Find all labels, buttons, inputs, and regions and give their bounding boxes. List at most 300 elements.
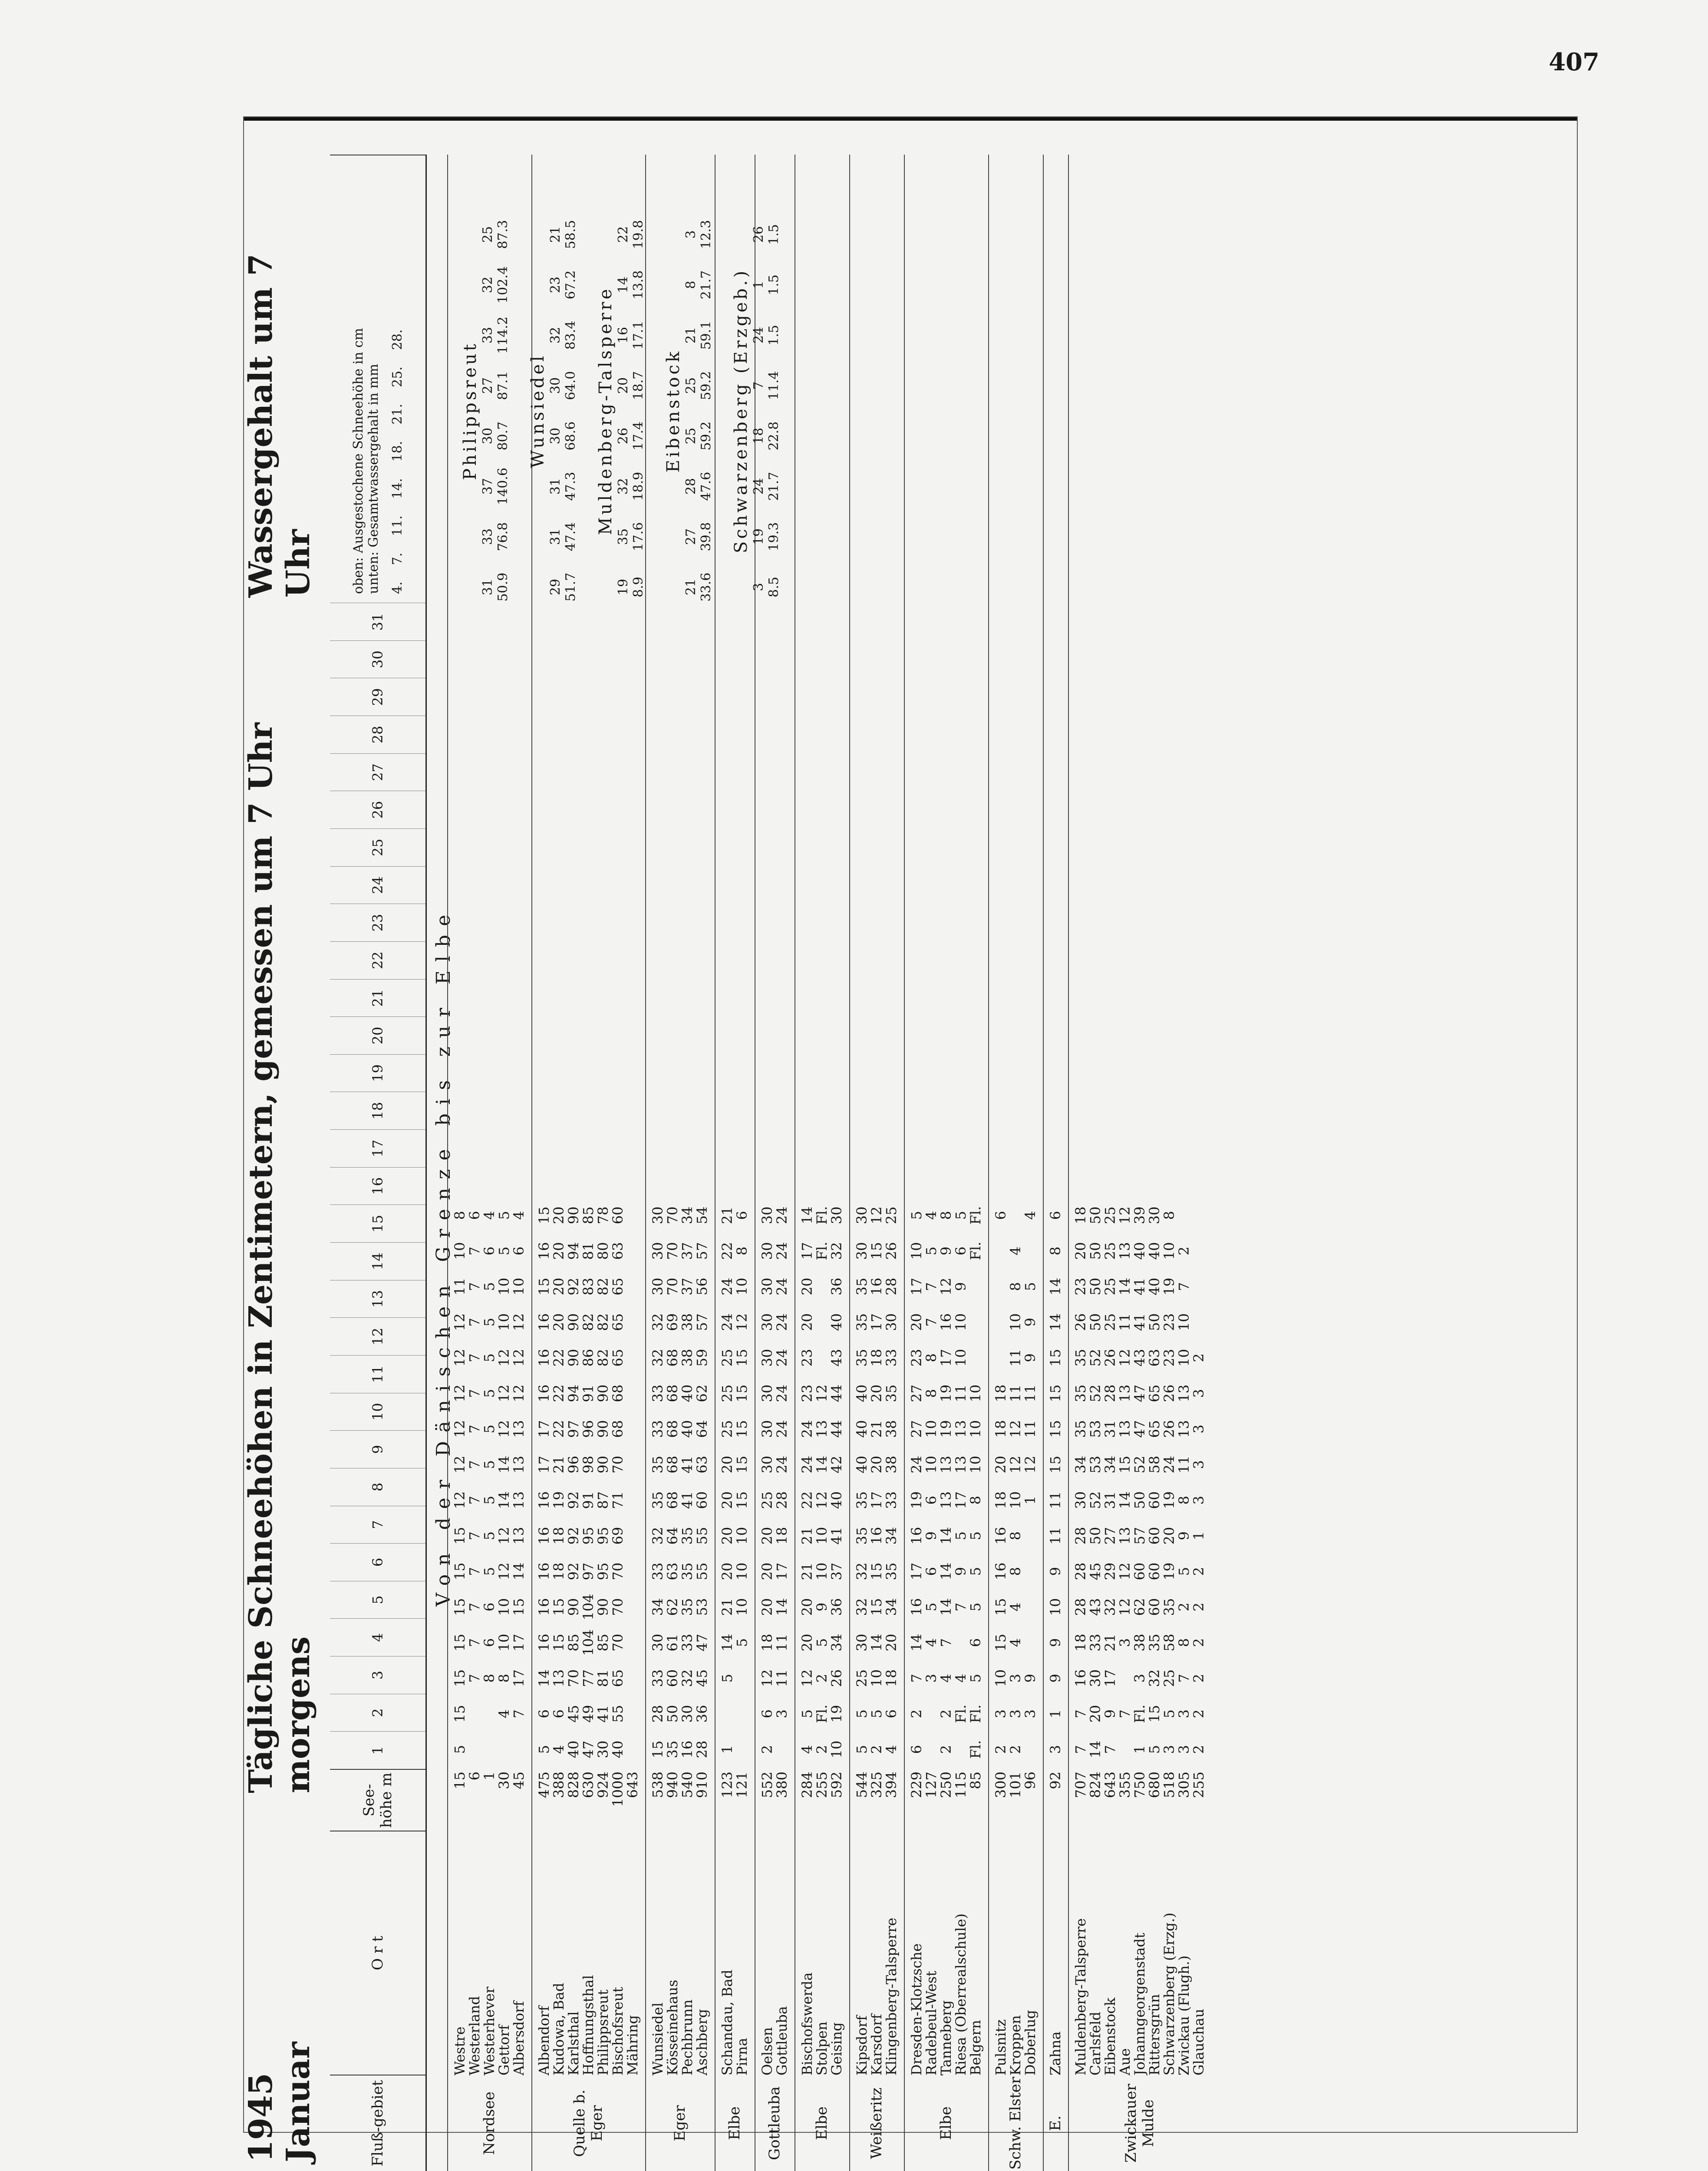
table-row: [854, 1198, 869, 2075]
snow-depth-cell: 8: [496, 1673, 512, 1683]
snow-depth-cell: 59: [694, 1349, 710, 1367]
snow-depth-cell: 21: [799, 1527, 815, 1545]
snow-depth-cell: 34: [679, 1206, 696, 1224]
snow-depth-cell: 5: [799, 1709, 815, 1719]
snow-depth-cell: 7: [923, 1282, 940, 1291]
day-header: 22: [330, 941, 425, 979]
station-name: Doberlug: [1022, 2010, 1039, 2075]
snow-depth-cell: 20: [883, 1633, 900, 1652]
daily-values: [1022, 1198, 1039, 1767]
day-header: 4: [330, 1618, 425, 1656]
header-flussgebiet: Fluß-gebiet: [330, 2075, 425, 2171]
table-row: [720, 1198, 735, 2075]
daily-values: [1102, 1198, 1118, 1767]
snow-depth-cell: 30: [854, 1633, 870, 1652]
table-row: [537, 1198, 551, 2075]
snow-depth-cell: 11: [1022, 1384, 1039, 1402]
snow-depth-cell: 68: [610, 1420, 626, 1438]
snow-depth-cell: 83: [580, 1277, 597, 1296]
snow-depth-cell: 30: [679, 1705, 696, 1723]
snow-depth-cell: 62: [1131, 1598, 1148, 1616]
snow-depth-cell: 21: [868, 1420, 885, 1438]
wasser-cell: 80.7: [495, 421, 511, 451]
wasser-cell: 22: [616, 226, 631, 243]
snow-depth-cell: 20: [551, 1206, 567, 1224]
snow-depth-cell: 35: [679, 1598, 696, 1616]
snow-depth-cell: 2: [1176, 1246, 1192, 1256]
snow-depth-cell: 28: [1072, 1527, 1089, 1545]
snow-depth-cell: 38: [883, 1455, 900, 1474]
snow-depth-cell: 18: [1072, 1633, 1089, 1652]
snow-depth-cell: 36: [828, 1277, 845, 1296]
wasser-cell: 22.8: [766, 421, 781, 451]
wasser-cell: 31: [480, 578, 495, 596]
snow-depth-cell: 85: [595, 1633, 611, 1652]
snow-depth-cell: 10: [814, 1562, 830, 1580]
daily-values: [1131, 1198, 1148, 1767]
snow-depth-cell: 34: [883, 1527, 900, 1545]
snow-depth-cell: 18: [759, 1633, 775, 1652]
snow-depth-cell: 12: [511, 1349, 527, 1367]
snow-depth-cell: 27: [1102, 1527, 1118, 1545]
header-seehoehe: See-höhe m: [330, 1769, 425, 1831]
daily-values: [908, 1198, 925, 1767]
station-elevation: 115: [953, 1772, 969, 1798]
snow-depth-cell: 7: [923, 1317, 940, 1327]
station-elevation: 630: [580, 1772, 597, 1798]
station-name: Oelsen: [759, 2027, 775, 2075]
snow-depth-cell: [967, 1269, 984, 1304]
station-elevation: 15: [452, 1772, 468, 1789]
snow-depth-cell: 60: [664, 1669, 681, 1687]
snow-depth-cell: 1: [719, 1745, 735, 1754]
snow-depth-cell: 47: [580, 1740, 597, 1759]
snow-depth-cell: 3: [992, 1709, 1009, 1719]
wasser-cell: 8.9: [631, 577, 646, 597]
rotated-table-page: [243, 155, 1578, 2171]
snow-depth-cell: 10: [496, 1277, 512, 1296]
snow-depth-cell: 11: [774, 1633, 790, 1652]
snow-depth-cell: 32: [650, 1527, 666, 1545]
snow-depth-cell: 6: [967, 1638, 984, 1647]
snow-depth-cell: 26: [1161, 1384, 1177, 1402]
snow-depth-cell: 16: [868, 1527, 885, 1545]
snow-depth-cell: 104: [580, 1629, 597, 1656]
daily-values: [719, 1198, 735, 1767]
station-name: Zahna: [1047, 2031, 1064, 2075]
snow-depth-cell: 32: [650, 1313, 666, 1331]
table-row: [497, 1198, 511, 2075]
snow-depth-cell: 4: [1022, 1211, 1039, 1220]
snow-depth-cell: 14: [536, 1669, 552, 1687]
wasser-cell: 140.6: [495, 468, 511, 505]
snow-depth-cell: 35: [1072, 1420, 1089, 1438]
station-name: Radebeul-West: [923, 1970, 940, 2075]
snow-depth-cell: 6: [481, 1246, 498, 1256]
snow-depth-cell: 20: [868, 1384, 885, 1402]
snow-depth-cell: 15: [1146, 1705, 1163, 1723]
snow-depth-cell: 6: [923, 1567, 940, 1576]
table-row: [680, 1198, 695, 2075]
station-elevation: 475: [536, 1772, 552, 1798]
snow-depth-cell: 40: [828, 1491, 845, 1509]
wasser-cell: 23: [548, 276, 563, 294]
wasser-cell: 33: [480, 528, 495, 545]
day-header: 19: [330, 1054, 425, 1092]
snow-depth-cell: 40: [679, 1420, 696, 1438]
snow-depth-cell: Fl.: [814, 1206, 830, 1225]
snow-depth-cell: 12: [1007, 1455, 1024, 1474]
snow-depth-cell: 1: [1190, 1531, 1207, 1541]
snow-depth-cell: 16: [536, 1242, 552, 1260]
daily-values: [1072, 1198, 1089, 1767]
snow-depth-cell: 21: [799, 1562, 815, 1580]
river-group-label: Eger: [671, 2105, 689, 2141]
river-group: [849, 155, 903, 2171]
daily-values: [799, 1198, 815, 1767]
snow-depth-cell: 4: [799, 1745, 815, 1754]
table-row: [695, 1198, 709, 2075]
snow-depth-cell: 95: [595, 1562, 611, 1580]
snow-depth-cell: 49: [580, 1705, 597, 1723]
table-row: [1118, 1198, 1132, 2075]
snow-depth-cell: 65: [610, 1669, 626, 1687]
snow-depth-cell: 6: [1047, 1211, 1064, 1220]
snow-depth-cell: 12: [452, 1313, 468, 1331]
station-elevation: 924: [595, 1772, 611, 1798]
snow-depth-cell: 40: [610, 1740, 626, 1759]
snow-depth-cell: [967, 1340, 984, 1376]
snow-depth-cell: 13: [938, 1455, 954, 1474]
snow-depth-cell: 17: [536, 1455, 552, 1474]
snow-depth-cell: 30: [595, 1740, 611, 1759]
snow-depth-cell: 31: [1102, 1420, 1118, 1438]
snow-depth-cell: 40: [854, 1455, 870, 1474]
table-row: [1147, 1198, 1162, 2075]
snow-depth-cell: 30: [759, 1420, 775, 1438]
station-elevation: 92: [1047, 1772, 1064, 1789]
snow-depth-cell: [1190, 1269, 1207, 1304]
snow-depth-cell: 23: [1161, 1349, 1177, 1367]
wasser-cell: 68.6: [563, 421, 578, 451]
snow-depth-cell: 65: [610, 1313, 626, 1331]
snow-depth-cell: 15: [868, 1242, 885, 1260]
snow-depth-cell: 34: [883, 1598, 900, 1616]
daily-values: [664, 1198, 681, 1767]
station-name: Hoffnungsthal: [580, 1975, 597, 2075]
snow-depth-cell: 90: [565, 1313, 582, 1331]
page-number: 407: [1549, 48, 1599, 76]
snow-depth-cell: 18: [992, 1420, 1009, 1438]
snow-depth-cell: 22: [719, 1242, 735, 1260]
snow-depth-cell: 6: [536, 1709, 552, 1719]
snow-depth-cell: 14: [719, 1633, 735, 1652]
snow-depth-cell: 6: [481, 1602, 498, 1612]
snow-depth-cell: 5: [923, 1246, 940, 1256]
snow-depth-cell: 64: [694, 1420, 710, 1438]
wasser-top-row: [548, 214, 563, 608]
snow-depth-cell: 30: [854, 1206, 870, 1224]
snow-depth-cell: 34: [650, 1598, 666, 1616]
snow-depth-cell: 86: [580, 1349, 597, 1367]
snow-depth-cell: 17: [908, 1562, 925, 1580]
snow-depth-cell: 25: [883, 1206, 900, 1224]
table-row: [884, 1198, 899, 2075]
snow-depth-cell: 17: [511, 1633, 527, 1652]
station-elevation: 824: [1087, 1772, 1104, 1798]
station-elevation: 1000: [610, 1772, 626, 1807]
snow-depth-cell: 38: [679, 1313, 696, 1331]
river-group-label: Weißeritz: [868, 2087, 885, 2159]
station-elevation: 388: [551, 1772, 567, 1798]
day-header: 16: [330, 1167, 425, 1205]
snow-depth-cell: 70: [664, 1242, 681, 1260]
snow-depth-cell: 28: [774, 1491, 790, 1509]
snow-depth-cell: 41: [828, 1527, 845, 1545]
snow-depth-cell: 7: [466, 1246, 483, 1256]
wasser-cell: 12.3: [699, 220, 714, 249]
snow-depth-cell: 11: [1047, 1491, 1064, 1509]
station-name: Kroppen: [1007, 2015, 1024, 2075]
snow-depth-cell: 38: [679, 1349, 696, 1367]
snow-depth-cell: 68: [664, 1491, 681, 1509]
station-name: Kudowa, Bad: [551, 1983, 567, 2075]
daily-values: [1176, 1198, 1192, 1767]
snow-depth-cell: 47: [1131, 1384, 1148, 1402]
snow-depth-cell: 11: [1022, 1420, 1039, 1438]
snow-depth-cell: 60: [1146, 1491, 1163, 1509]
daily-values: [734, 1198, 750, 1767]
day-header: 14: [330, 1242, 425, 1280]
station-name: Dresden-Klotzsche: [908, 1943, 925, 2075]
snow-depth-cell: 12: [452, 1455, 468, 1474]
wasser-cell: 26: [616, 427, 631, 445]
snow-depth-cell: 32: [828, 1242, 845, 1260]
snow-depth-cell: 10: [496, 1598, 512, 1616]
snow-depth-cell: 57: [694, 1242, 710, 1260]
station-elevation: 45: [511, 1772, 527, 1789]
wasser-cell: 27: [683, 528, 699, 545]
day-header: 3: [330, 1656, 425, 1694]
snow-depth-cell: [1117, 1660, 1133, 1696]
wasser-cell: 76.8: [495, 522, 511, 551]
snow-depth-cell: 92: [565, 1491, 582, 1509]
snow-depth-cell: 17: [938, 1349, 954, 1367]
table-row: [625, 1767, 640, 2075]
wasser-day-header: 18.: [389, 441, 405, 462]
snow-depth-cell: 52: [1131, 1455, 1148, 1474]
wasser-cell: 24: [751, 478, 766, 495]
snow-depth-cell: 16: [536, 1491, 552, 1509]
snow-depth-cell: 2: [1190, 1673, 1207, 1683]
snow-depth-cell: 35: [679, 1562, 696, 1580]
snow-depth-cell: 19: [1161, 1491, 1177, 1509]
snow-depth-cell: [481, 1696, 498, 1732]
station-name: Johanngeorgenstadt: [1131, 1933, 1148, 2075]
snow-depth-cell: 3: [774, 1709, 790, 1719]
snow-depth-cell: 7: [1176, 1673, 1192, 1683]
snow-depth-cell: 95: [595, 1527, 611, 1545]
snow-depth-cell: 2: [1190, 1638, 1207, 1647]
station-name: Tanneberg: [938, 2000, 954, 2075]
wasser-bottom-row: [699, 214, 714, 608]
snow-depth-cell: 10: [967, 1384, 984, 1402]
snow-depth-cell: 55: [694, 1562, 710, 1580]
snow-depth-cell: 5: [967, 1531, 984, 1541]
wasser-top-row: [683, 214, 699, 608]
station-elevation: 750: [1131, 1772, 1148, 1798]
wasser-block: [460, 214, 781, 608]
snow-depth-cell: 50: [1087, 1313, 1104, 1331]
snow-depth-cell: 26: [1161, 1420, 1177, 1438]
snow-depth-cell: 16: [536, 1384, 552, 1402]
snow-depth-cell: 10: [868, 1669, 885, 1687]
wasser-cell: 59.2: [699, 421, 714, 451]
snow-depth-cell: 35: [1161, 1598, 1177, 1616]
snow-depth-cell: 62: [664, 1598, 681, 1616]
wasser-cell: 33: [480, 327, 495, 344]
wasser-bottom-label: unten: Gesamtwassergehalt in mm: [366, 363, 381, 594]
snow-depth-cell: 16: [938, 1313, 954, 1331]
river-group: [1043, 155, 1067, 2171]
snow-depth-cell: 4: [1007, 1246, 1024, 1256]
snow-depth-cell: 14: [1047, 1277, 1064, 1296]
snow-depth-cell: 12: [1007, 1420, 1024, 1438]
snow-depth-cell: 20: [799, 1313, 815, 1331]
snow-depth-cell: 15: [452, 1562, 468, 1580]
title-year: 1945 Januar: [242, 2042, 317, 2162]
snow-depth-cell: 13: [551, 1669, 567, 1687]
snow-depth-cell: 20: [551, 1313, 567, 1331]
snow-depth-cell: 50: [1146, 1313, 1163, 1331]
snow-depth-cell: 4: [496, 1709, 512, 1719]
day-header: 9: [330, 1430, 425, 1468]
snow-depth-cell: 17: [774, 1562, 790, 1580]
snow-depth-cell: 95: [580, 1527, 597, 1545]
snow-depth-cell: 16: [536, 1349, 552, 1367]
daily-values: [551, 1198, 567, 1767]
snow-depth-cell: 3: [1190, 1424, 1207, 1434]
daily-values: [650, 1198, 666, 1767]
station-name: Muldenberg-Talsperre: [1072, 1918, 1089, 2075]
snow-depth-cell: [734, 1660, 750, 1696]
day-header: 30: [330, 640, 425, 678]
station-elevation: 592: [828, 1772, 845, 1798]
wasser-station-name: Schwarzenberg (Erzgeb.): [731, 268, 751, 554]
snow-depth-cell: 15: [868, 1562, 885, 1580]
wasser-cell: 19.3: [766, 522, 781, 551]
station-name: Stolpen: [814, 2021, 830, 2075]
snow-depth-cell: 12: [1117, 1206, 1133, 1224]
snow-depth-cell: 3: [1190, 1460, 1207, 1469]
snow-depth-cell: 14: [496, 1455, 512, 1474]
station-elevation: 552: [759, 1772, 775, 1798]
wasser-cell: 31: [548, 528, 563, 545]
snow-depth-cell: 24: [774, 1349, 790, 1367]
snow-depth-cell: 3: [1007, 1673, 1024, 1683]
wasser-day-header: 4.: [389, 581, 405, 594]
wasser-day-header: 7.: [389, 552, 405, 565]
snow-depth-cell: 85: [565, 1633, 582, 1652]
station-elevation: 300: [992, 1772, 1009, 1798]
wasser-bottom-row: [495, 214, 511, 608]
wasser-top-row: [751, 214, 766, 608]
snow-depth-cell: 26: [883, 1242, 900, 1260]
wasser-cell: 20: [616, 377, 631, 394]
snow-depth-cell: 33: [650, 1384, 666, 1402]
snow-depth-cell: 90: [565, 1598, 582, 1616]
snow-depth-cell: 20: [719, 1455, 735, 1474]
snow-depth-cell: 11: [953, 1384, 969, 1402]
wasser-cell: 1.5: [766, 325, 781, 346]
day-header: 12: [330, 1317, 425, 1355]
snow-depth-cell: 63: [1146, 1349, 1163, 1367]
snow-depth-cell: 10: [953, 1349, 969, 1367]
snow-depth-cell: 43: [828, 1349, 845, 1367]
snow-depth-cell: 14: [496, 1491, 512, 1509]
wasser-top-label: oben: Ausgestochene Schneehöhe in cm: [350, 328, 366, 594]
wasser-cell: 18.9: [631, 472, 646, 501]
snow-depth-cell: 12: [1117, 1598, 1133, 1616]
snow-depth-cell: 22: [551, 1384, 567, 1402]
snow-depth-cell: 90: [595, 1598, 611, 1616]
snow-depth-cell: 7: [466, 1317, 483, 1327]
snow-depth-cell: 56: [694, 1277, 710, 1296]
table-row: [814, 1198, 829, 2075]
snow-depth-cell: 7: [953, 1602, 969, 1612]
snow-depth-cell: 8: [1007, 1531, 1024, 1541]
snow-depth-cell: 4: [481, 1211, 498, 1220]
snow-depth-cell: 7: [466, 1424, 483, 1434]
snow-depth-cell: 17: [868, 1313, 885, 1331]
river-group-label: Elbe: [726, 2106, 743, 2140]
snow-depth-cell: 33: [1087, 1633, 1104, 1652]
day-header: 1: [330, 1731, 425, 1769]
snow-depth-cell: 27: [908, 1384, 925, 1402]
daily-values: [854, 1198, 870, 1767]
snow-depth-cell: 82: [595, 1313, 611, 1331]
snow-depth-cell: 10: [1161, 1242, 1177, 1260]
snow-depth-cell: 40: [1131, 1242, 1148, 1260]
station-elevation: 380: [774, 1772, 790, 1798]
snow-depth-cell: 2: [1190, 1353, 1207, 1363]
snow-depth-cell: 81: [595, 1669, 611, 1687]
snow-depth-cell: 12: [511, 1384, 527, 1402]
snow-depth-cell: 35: [854, 1313, 870, 1331]
snow-depth-cell: 5: [481, 1282, 498, 1291]
table-row: [800, 1198, 814, 2075]
snow-depth-cell: 9: [814, 1602, 830, 1612]
snow-depth-cell: 35: [650, 1491, 666, 1509]
snow-depth-cell: 52: [1087, 1491, 1104, 1509]
daily-values: [992, 1198, 1009, 1767]
snow-depth-cell: 24: [774, 1277, 790, 1296]
snow-depth-cell: 22: [551, 1420, 567, 1438]
snow-depth-cell: 19: [1161, 1277, 1177, 1296]
snow-depth-cell: 47: [694, 1633, 710, 1652]
snow-depth-cell: 50: [1087, 1527, 1104, 1545]
snow-depth-cell: 16: [536, 1598, 552, 1616]
wasser-cell: 18.7: [631, 371, 646, 400]
snow-depth-cell: 50: [1087, 1277, 1104, 1296]
river-group-label: Nordsee: [481, 2092, 498, 2155]
snow-depth-cell: 5: [481, 1567, 498, 1576]
snow-depth-cell: 20: [1161, 1527, 1177, 1545]
snow-depth-cell: 91: [580, 1491, 597, 1509]
snow-depth-cell: 68: [664, 1420, 681, 1438]
snow-depth-cell: 7: [1176, 1282, 1192, 1291]
river-group: [1068, 155, 1210, 2171]
